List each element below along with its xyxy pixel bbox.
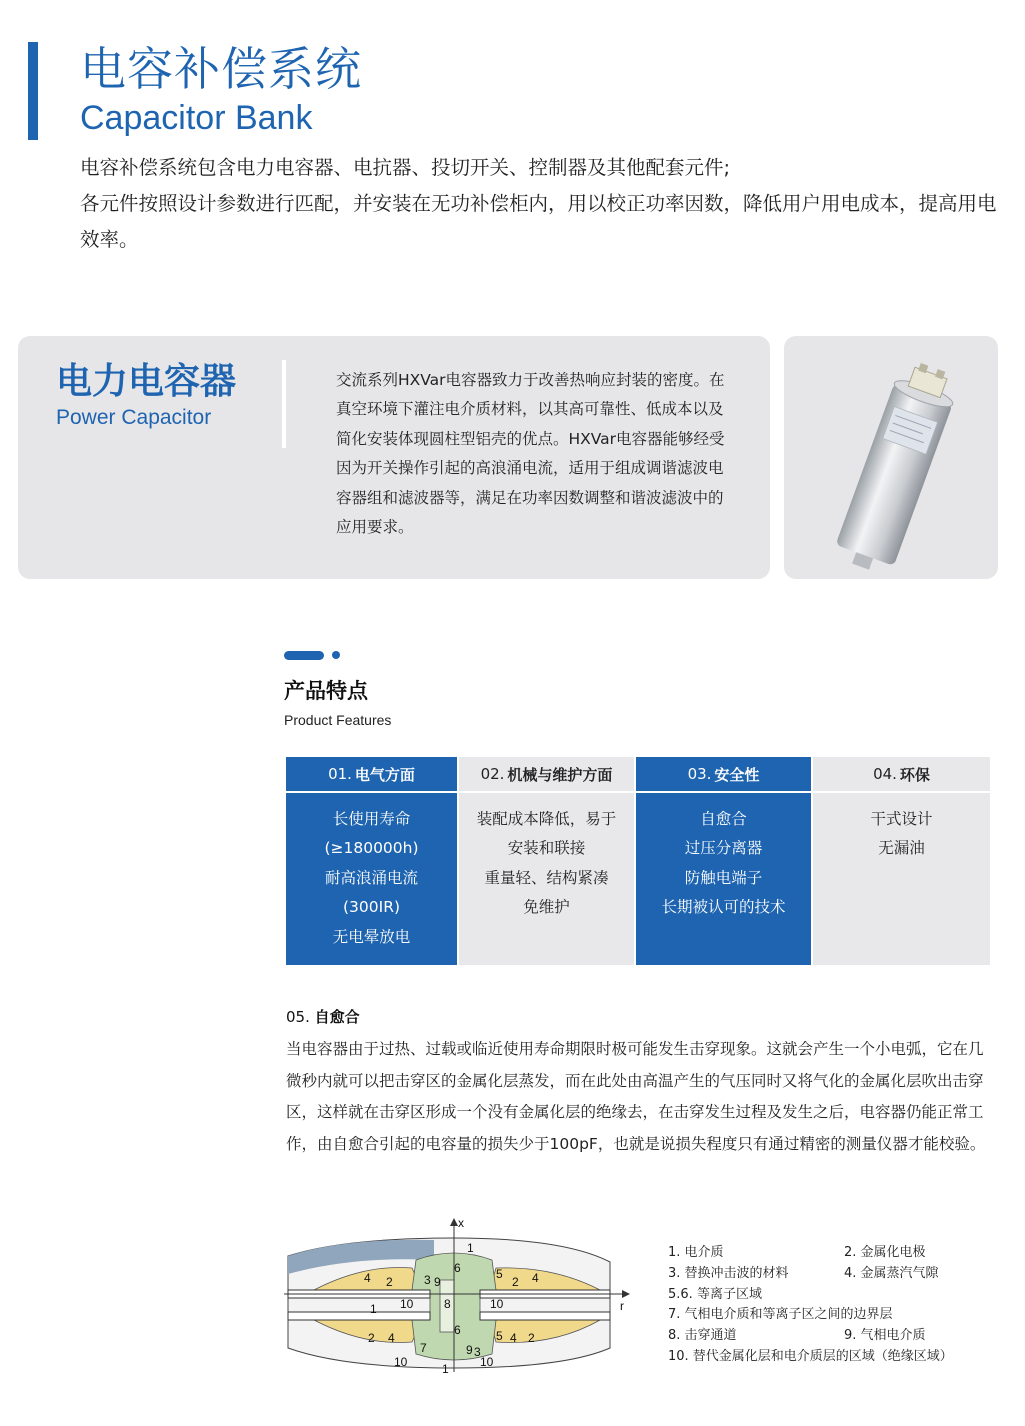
diagram-label: 2 (386, 1275, 393, 1289)
diagram-label: 3 (474, 1345, 481, 1359)
legend-item: 1. 电介质 (668, 1245, 724, 1260)
feature-cell-environment (813, 793, 990, 965)
feature-item: 自愈合 (700, 810, 747, 828)
diagram-label: 1 (442, 1362, 449, 1374)
feature-item: 安装和联接 (507, 839, 586, 858)
legend-row (668, 1326, 1018, 1347)
feature-item: 长期被认可的技术 (661, 898, 786, 917)
power-capacitor-subtitle: Power Capacitor (56, 406, 212, 429)
diagram-label: 6 (454, 1261, 461, 1275)
diagram-label: 2 (368, 1331, 375, 1345)
legend-item: 3. 替换冲击波的材料 (668, 1265, 789, 1281)
capacitor-image-panel (784, 336, 998, 579)
feature-header-electrical (286, 757, 459, 793)
feature-title: 环保 (899, 765, 930, 784)
page-subtitle: Capacitor Bank (80, 99, 313, 137)
page-title: 电容补偿系统 (80, 42, 362, 96)
intro-text (80, 150, 1010, 258)
feature-cell-electrical (286, 793, 459, 965)
self-healing-title: 自愈合 (314, 1008, 360, 1026)
legend-item: 7. 气相电介质和等离子区之间的边界层 (668, 1307, 893, 1323)
feature-header-mechanical (459, 757, 636, 793)
diagram-label: 10 (394, 1355, 408, 1369)
diagram-label: 5 (496, 1329, 503, 1343)
axis-x-label: x (458, 1216, 464, 1230)
feature-title: 安全性 (714, 765, 760, 784)
feature-item: 无漏油 (878, 839, 925, 858)
feature-cell-safety (636, 793, 813, 965)
feature-num: 03. (687, 765, 712, 783)
feature-cell-mechanical (459, 793, 636, 965)
feature-header-environment (813, 757, 990, 793)
feature-item: 无电晕放电 (332, 927, 411, 946)
legend-row (668, 1305, 1018, 1326)
feature-item: 免维护 (523, 898, 570, 917)
feature-num: 01. (328, 765, 352, 783)
legend-row (668, 1347, 1018, 1368)
feature-header-safety (636, 757, 813, 793)
intro-line: 各元件按照设计参数进行匹配，并安装在无功补偿柜内，用以校正功率因数，降低用户用电成本，提高用电效率。 (80, 192, 997, 251)
diagram-label: 4 (388, 1331, 395, 1345)
section-decoration-dot (332, 651, 340, 659)
legend-row (668, 1243, 1018, 1264)
diagram-label: 4 (532, 1271, 539, 1285)
feature-item: 耐高浪涌电流 (324, 868, 418, 887)
legend-item: 2. 金属化电极 (844, 1245, 926, 1260)
title-accent-bar (28, 42, 38, 140)
section-decoration-bar (284, 651, 324, 660)
diagram-label: 8 (444, 1297, 451, 1311)
diagram-label: 2 (528, 1331, 535, 1345)
self-healing-heading (286, 1006, 360, 1027)
feature-title: 机械与维护方面 (507, 765, 613, 784)
legend-item: 8. 击穿通道 (668, 1328, 737, 1344)
diagram-label: 5 (496, 1267, 503, 1281)
intro-line: 电容补偿系统包含电力电容器、电抗器、投切开关、控制器及其他配套元件; (80, 156, 731, 179)
features-subtitle: Product Features (284, 712, 392, 728)
self-healing-num: 05. (286, 1008, 310, 1026)
feature-item: (300IR) (342, 898, 401, 917)
diagram-legend (668, 1243, 1018, 1368)
legend-item: 10. 替代金属化层和电介质层的区域（绝缘区域） (668, 1348, 953, 1364)
features-title: 产品特点 (284, 679, 368, 703)
panel-divider (282, 360, 286, 448)
legend-item: 5.6. 等离子区域 (668, 1286, 762, 1302)
diagram-label: 9 (434, 1275, 441, 1289)
diagram-label: 4 (510, 1331, 517, 1345)
feature-item: 防触电端子 (684, 868, 763, 887)
feature-item: 重量轻、结构紧凑 (484, 868, 609, 887)
capacitor-product-image (784, 336, 998, 579)
legend-row (668, 1285, 1018, 1306)
diagram-label: 1 (370, 1302, 377, 1316)
diagram-label: 7 (420, 1341, 427, 1355)
diagram-label: 3 (424, 1273, 431, 1287)
diagram-label: 2 (512, 1275, 519, 1289)
power-capacitor-title: 电力电容器 (56, 361, 237, 402)
feature-item: 干式设计 (870, 810, 933, 828)
legend-item: 9. 气相电介质 (844, 1328, 926, 1344)
diagram-label: 9 (466, 1343, 473, 1357)
feature-item: 长使用寿命 (332, 810, 411, 828)
feature-item: 过压分离器 (684, 839, 763, 858)
features-table (286, 757, 990, 965)
legend-item: 4. 金属蒸汽气隙 (844, 1265, 939, 1281)
self-healing-diagram (284, 1216, 636, 1374)
legend-row (668, 1264, 1018, 1285)
feature-item: (≥180000h) (324, 839, 419, 858)
self-healing-text: 当电容器由于过热、过载或临近使用寿命期限时极可能发生击穿现象。这就会产生一个小电弧，它在几微秒内就可以把击穿区的金属化层蒸发，而在此处由高温产生的气压同时又将气化的金属化层吹出击穿区，这样就在击穿区形成一个没有金属化层的绝缘去，在击穿发生过程及发生之后，电容器仍能正常工作，由自愈合引起的电容量的损失少于100pF，也就是说损失程度只有通过精密的测量仪器才能校验。 (286, 1040, 986, 1153)
feature-item: 装配成本降低，易于 (476, 810, 617, 828)
diagram-label: 4 (364, 1271, 371, 1285)
feature-num: 04. (873, 765, 897, 783)
diagram-label: 10 (400, 1297, 414, 1311)
diagram-label: 1 (467, 1241, 474, 1255)
diagram-label: 6 (454, 1323, 461, 1337)
diagram-label: 10 (490, 1297, 504, 1311)
diagram-label: 10 (480, 1355, 494, 1369)
power-capacitor-description: 交流系列HXVar电容器致力于改善热响应封装的密度。在真空环境下灌注电介质材料，以其高可靠性、低成本以及简化安装体现圆柱型铝壳的优点。HXVar电容器能够经受因为开关操作引起的高浪涌电流，适用于组成调谐滤波电容器组和滤波器等，满足在功率因数调整和谐波滤波中的应用要求。 (336, 371, 725, 537)
feature-title: 电气方面 (354, 765, 415, 784)
axis-r-label: r (620, 1299, 624, 1313)
feature-num: 02. (480, 765, 505, 783)
